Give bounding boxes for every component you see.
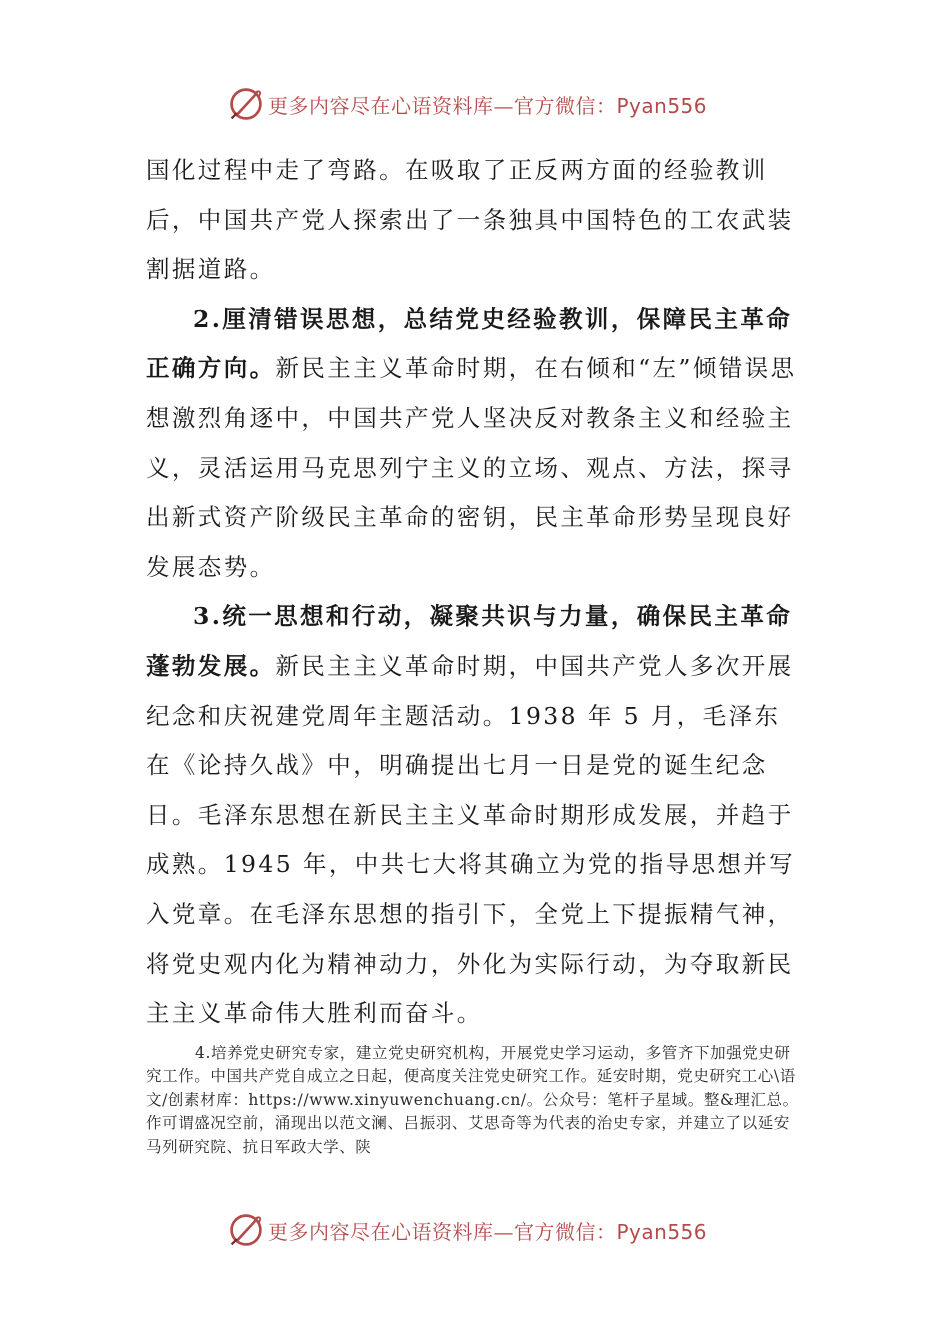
paragraph-3-text: 新民主主义革命时期，中国共产党人多次开展纪念和庆祝建党周年主题活动。1938 年 5 月，毛泽东在《论持久战》中，明确提出七月一日是党的诞生纪念日。毛泽东思想在新民主主义革命时期形成发展，并趋于成熟。1945 年，中共七大将其确立为党的指导思想并写入党章。在毛泽东思想的指引下，全党上下提振精气神，将党史观内化为精神动力，外化为实际行动，为夺取新民主主义革命伟大胜利而奋斗。 [146,651,796,1028]
quill-pen-icon [228,1212,264,1248]
paragraph-2 [146,295,806,593]
wechat-id: Pyan556 [616,1219,708,1244]
wechat-id: Pyan556 [616,93,708,118]
paragraph-3 [146,592,806,1038]
footer-banner-text: 更多内容尽在心语资料库—官方微信：Pyan556 [268,1219,708,1244]
document-body [146,146,806,1039]
header-banner-text: 更多内容尽在心语资料库—官方微信：Pyan556 [268,93,708,118]
quill-pen-icon [228,86,264,122]
paragraph-1: 国化过程中走了弯路。在吸取了正反两方面的经验教训后，中国共产党人探索出了一条独具中国特色的工农武装割据道路。 [146,156,794,284]
paragraph-3-heading: 3.统一思想和行动，凝聚共识与力量，确保民主革命蓬勃发展。 [146,602,793,680]
paragraph-2-text: 新民主主义革命时期，在右倾和“左”倾错误思想激烈角逐中，中国共产党人坚决反对教条主义和经验主义，灵活运用马克思列宁主义的立场、观点、方法，探寻出新式资产阶级民主革命的密钥，民主革命形势呈现良好发展态势。 [146,354,797,581]
paragraph-2-heading: 2.厘清错误思想，总结党史经验教训，保障民主革命正确方向。 [146,304,793,383]
paragraph-4-small: 4.培养党史研究专家，建立党史研究机构，开展党史学习运动，多管齐下加强党史研究工作。中国共产党自成立之日起，便高度关注党史研究工作。延安时期，党史研究工心\语文/创素材库：https://www.xinyuwenchuang.cn/。公众号：笔杆子星域。整&理汇总。作可谓盛况空前，涌现出以范文澜、吕振羽、艾思奇等为代表的治史专家，并建立了以延安马列研究院、抗日军政大学、陕 [146,1044,799,1156]
footer-banner [228,1210,707,1250]
header-banner [228,84,707,124]
